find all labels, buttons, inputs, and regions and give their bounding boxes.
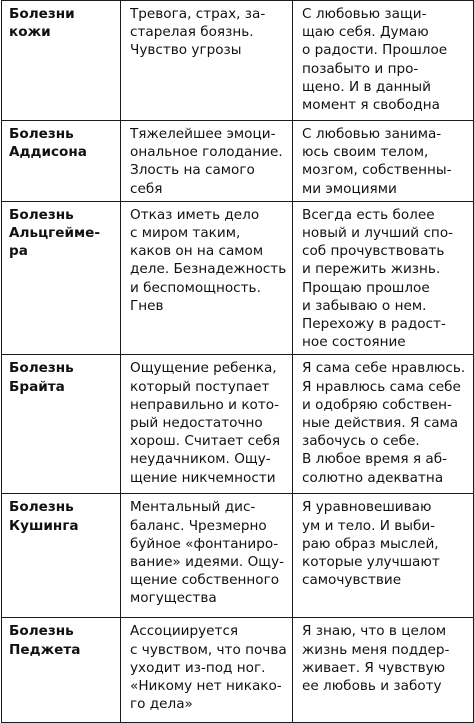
- text-line: момент я свободна: [302, 97, 440, 114]
- new-thought-pattern-cell: [293, 355, 474, 494]
- table-row: [2, 1, 474, 121]
- text-line: Я сама себе нравлюсь.: [302, 360, 466, 377]
- text-line: го дела»: [130, 696, 193, 713]
- text-line: Брайта: [9, 378, 65, 395]
- text-line: щаю себя. Думаю: [302, 24, 429, 41]
- text-line: Тревога, страх, за-: [130, 6, 266, 22]
- text-line: деле. Безнадежность: [130, 261, 287, 278]
- text-line: ное состояние: [302, 334, 406, 351]
- table-body: [2, 1, 474, 723]
- text-line: Злость на самого: [130, 162, 255, 179]
- table-row: [2, 121, 474, 202]
- probable-cause-cell: [121, 355, 293, 494]
- disease-name-cell: [2, 494, 121, 618]
- text-line: с миром таким,: [130, 225, 241, 242]
- text-line: С любовью занима-: [302, 126, 442, 142]
- text-line: В любое время я аб-: [302, 451, 448, 468]
- text-line: С любовью защи-: [302, 6, 427, 22]
- text-line: неудачником. Ощу-: [130, 451, 271, 468]
- text-line: с чувством, что почва: [130, 641, 287, 658]
- text-line: и беспомощность.: [130, 279, 261, 296]
- text-line: Перехожу в радост-: [302, 316, 446, 333]
- text-line: щено. И в данный: [302, 78, 431, 95]
- text-line: раю образ мыслей,: [302, 535, 439, 552]
- new-thought-pattern-cell: [293, 201, 474, 355]
- probable-cause-cell: [121, 121, 293, 202]
- text-line: Болезнь: [9, 623, 74, 640]
- probable-cause-cell: [121, 618, 293, 723]
- text-line: Тяжелейшее эмоци-: [130, 126, 276, 142]
- text-line: Отказ иметь дело: [130, 206, 260, 223]
- text-line: солютно адекватна: [302, 469, 444, 486]
- text-line: Прощаю прошлое: [302, 279, 430, 296]
- new-thought-pattern-cell: [293, 121, 474, 202]
- text-line: Я нравлюсь сама себе: [302, 378, 461, 395]
- text-line: хорош. Считает себя: [130, 433, 280, 450]
- text-line: Ассоциируется: [130, 623, 239, 640]
- text-line: ональное голодание.: [130, 144, 283, 161]
- probable-cause-cell: [121, 494, 293, 618]
- disease-name-cell: [2, 618, 121, 723]
- text-line: кожи: [9, 24, 51, 41]
- text-line: вание» идеями. Ощу-: [130, 554, 285, 571]
- text-line: могущества: [130, 590, 217, 607]
- text-line: который поступает: [130, 378, 270, 395]
- text-line: рый недостаточно: [130, 415, 263, 432]
- text-line: которые улучшают: [302, 554, 440, 571]
- text-line: Гнев: [130, 297, 164, 314]
- text-line: буйное «фонтаниро-: [130, 535, 279, 552]
- new-thought-pattern-cell: [293, 618, 474, 723]
- text-line: соб прочувствовать: [302, 243, 445, 260]
- text-line: Чувство угрозы: [130, 42, 242, 59]
- text-line: щение никчемности: [130, 469, 276, 486]
- new-thought-pattern-cell: [293, 494, 474, 618]
- disease-name-cell: [2, 1, 121, 121]
- text-line: Болезнь: [9, 126, 74, 142]
- text-line: Я знаю, что в целом: [302, 623, 447, 640]
- text-line: живает. Я чувствую: [302, 659, 446, 676]
- text-line: Ощущение ребенка,: [130, 360, 277, 377]
- text-line: мозгом, собственны-: [302, 162, 452, 179]
- text-line: и пережить жизнь.: [302, 261, 441, 278]
- text-line: Ментальный дис-: [130, 499, 256, 516]
- text-line: Педжета: [9, 641, 81, 658]
- text-line: о радости. Прошлое: [302, 42, 448, 59]
- text-line: старелая боязнь.: [130, 24, 254, 41]
- probable-cause-cell: [121, 201, 293, 355]
- text-line: Кушинга: [9, 517, 79, 534]
- text-line: себя: [130, 180, 163, 197]
- disease-name-cell: [2, 355, 121, 494]
- text-line: Аддисона: [9, 144, 87, 161]
- text-line: ум и тело. И выби-: [302, 517, 436, 534]
- text-line: Болезнь: [9, 499, 74, 516]
- table-row: [2, 201, 474, 355]
- text-line: Альцгейме-: [9, 225, 100, 242]
- text-line: новый и лучший спо-: [302, 225, 454, 242]
- text-line: забочусь о себе.: [302, 433, 420, 450]
- text-line: Болезнь: [9, 360, 74, 377]
- text-line: позабыто и про-: [302, 60, 419, 77]
- text-line: ра: [9, 243, 28, 260]
- text-line: ные действия. Я сама: [302, 415, 459, 432]
- text-line: жизнь меня поддер-: [302, 641, 450, 658]
- text-line: уходит из-под ног.: [130, 659, 266, 676]
- text-line: юсь своим телом,: [302, 144, 429, 161]
- text-line: Всегда есть более: [302, 206, 435, 223]
- text-line: ее любовь и заботу: [302, 678, 442, 695]
- text-line: щение собственного: [130, 572, 280, 589]
- text-line: и забываю о нем.: [302, 297, 427, 314]
- text-line: неправильно и кото-: [130, 396, 279, 413]
- text-line: Болезни: [9, 6, 75, 22]
- text-line: Болезнь: [9, 206, 74, 223]
- table-row: [2, 355, 474, 494]
- table-row: [2, 618, 474, 723]
- disease-name-cell: [2, 121, 121, 202]
- text-line: ми эмоциями: [302, 180, 397, 197]
- text-line: каков он на самом: [130, 243, 264, 260]
- disease-name-cell: [2, 201, 121, 355]
- text-line: баланс. Чрезмерно: [130, 517, 267, 534]
- text-line: Я уравновешиваю: [302, 499, 432, 516]
- text-line: самочувствие: [302, 572, 402, 589]
- probable-cause-cell: [121, 1, 293, 121]
- table-row: [2, 494, 474, 618]
- text-line: «Никому нет никако-: [130, 678, 282, 695]
- diseases-table: [1, 0, 474, 723]
- text-line: и одобряю собствен-: [302, 396, 452, 413]
- new-thought-pattern-cell: [293, 1, 474, 121]
